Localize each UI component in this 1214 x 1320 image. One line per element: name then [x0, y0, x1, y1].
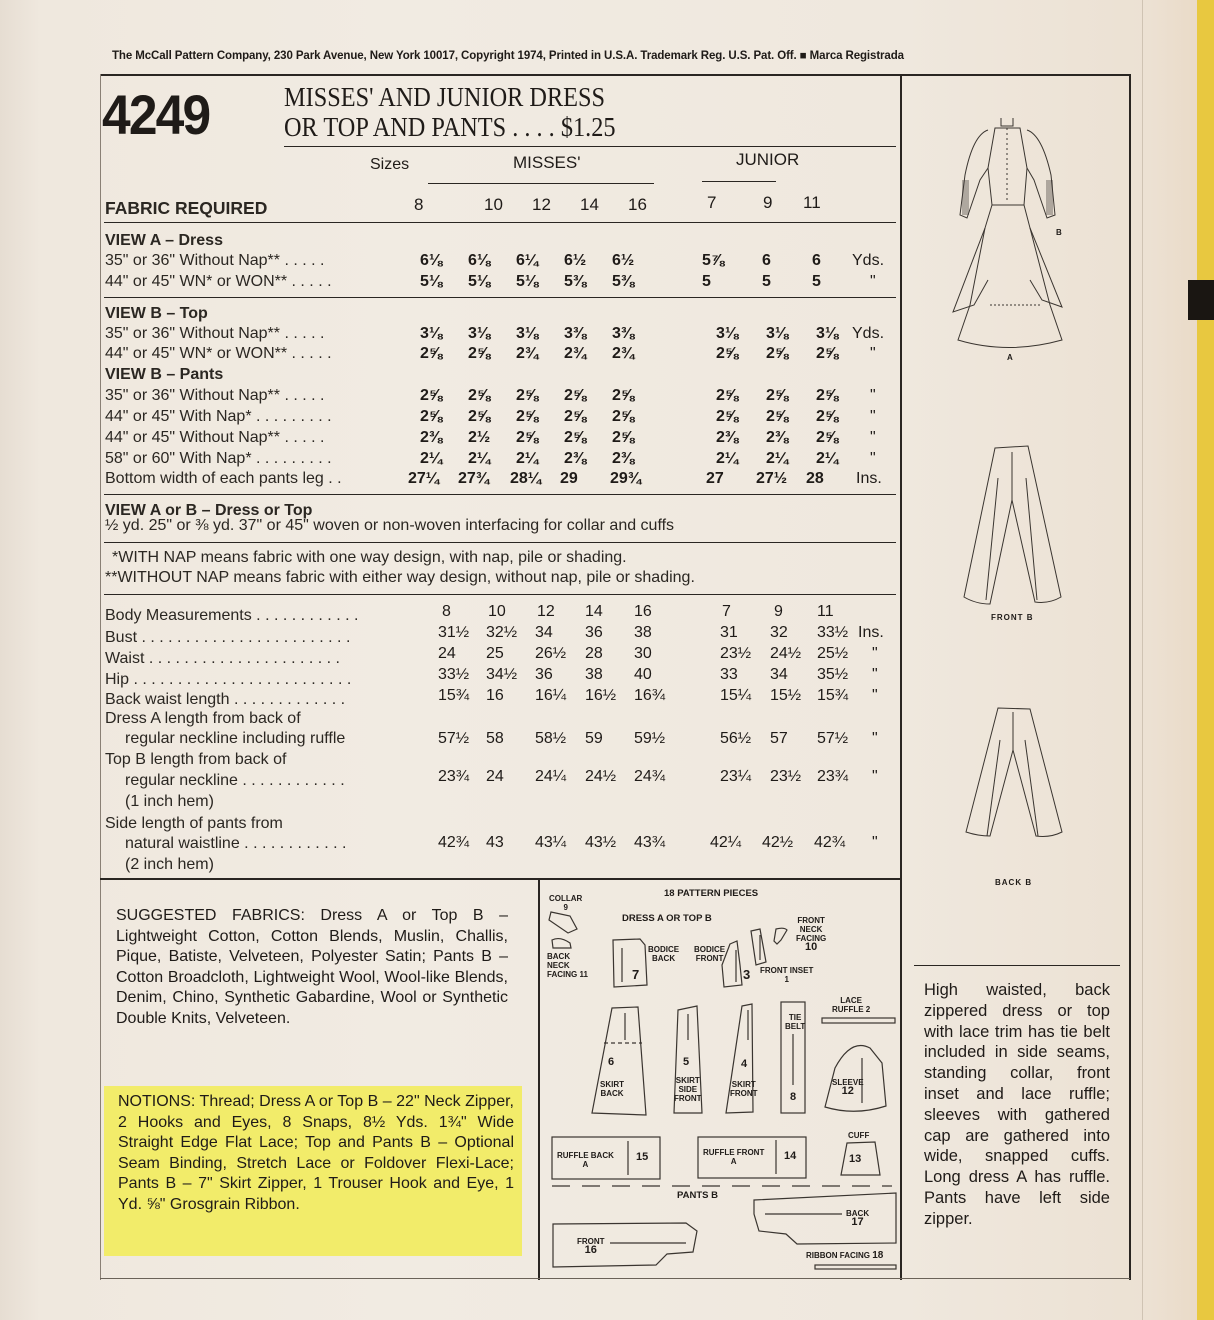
- cell: 2¼: [766, 450, 789, 467]
- cell: 6⅛: [468, 252, 491, 269]
- cell: 2¼: [468, 450, 491, 467]
- cell: 59: [585, 730, 603, 747]
- without-nap-note: **WITHOUT NAP means fabric with either way design, without nap, pile or shading.: [105, 569, 695, 586]
- row-label: Back waist length . . . . . . . . . . . . .: [105, 691, 346, 708]
- interfacing-text: ½ yd. 25" or ⅜ yd. 37" or 45" woven or non-woven interfacing for collar and cuffs: [105, 517, 675, 534]
- pattern-pieces-title: 18 PATTERN PIECES: [664, 888, 759, 899]
- size-col: 16: [628, 195, 647, 214]
- piece-label-cuff: CUFF: [848, 1131, 870, 1140]
- cell: 3⅜: [564, 325, 587, 342]
- pants-pieces-heading: PANTS B: [677, 1190, 718, 1201]
- row-label: Hip . . . . . . . . . . . . . . . . . . . . . . . . .: [105, 671, 352, 688]
- cell: 5: [762, 273, 771, 290]
- cell: 2⅝: [564, 408, 587, 425]
- unit: ": [872, 768, 878, 785]
- cell: 2⅝: [564, 429, 587, 446]
- unit: ": [872, 687, 878, 704]
- cell: 58½: [535, 730, 567, 747]
- unit: ": [870, 273, 876, 290]
- with-nap-note: *WITH NAP means fabric with one way design, with nap, pile or shading.: [112, 549, 627, 566]
- piece-number-5: 5: [683, 1056, 690, 1068]
- unit: ": [872, 834, 878, 851]
- piece-label-front-neck-facing: FRONT NECK FACING 10: [796, 916, 827, 953]
- cell: 15¼: [720, 687, 752, 704]
- row-label: Bottom width of each pants leg . .: [105, 470, 342, 487]
- cell: 57½: [817, 730, 849, 747]
- size-col: 9: [774, 603, 783, 620]
- piece-label-front-inset: FRONT INSET 1: [760, 966, 814, 984]
- unit: ": [870, 429, 876, 446]
- cell: 6: [762, 252, 771, 269]
- cell: 2⅝: [420, 345, 443, 362]
- cell: 2⅝: [716, 387, 739, 404]
- piece-number-15: 15: [636, 1151, 649, 1163]
- cell: 38: [634, 624, 652, 641]
- piece-number-8: 8: [790, 1091, 797, 1103]
- cell: 2⅝: [766, 345, 789, 362]
- fabric-required-label: FABRIC REQUIRED: [105, 198, 268, 218]
- cell: 6½: [564, 252, 587, 269]
- cell: 36: [535, 666, 553, 683]
- cell: 31½: [438, 624, 470, 641]
- unit: ": [872, 730, 878, 747]
- cell: 2⅝: [816, 429, 839, 446]
- unit: Ins.: [858, 624, 884, 641]
- cell: 32: [770, 624, 788, 641]
- cell: 5⅛: [468, 273, 491, 290]
- cell: 2⅝: [468, 345, 491, 362]
- cell: 3⅛: [468, 325, 491, 342]
- piece-number-7: 7: [632, 967, 640, 982]
- piece-label-pants-front: FRONT 16: [577, 1237, 605, 1256]
- cell: 16½: [585, 687, 617, 704]
- piece-number-4: 4: [741, 1058, 748, 1070]
- section-heading: VIEW B – Top: [105, 305, 208, 322]
- junior-label: JUNIOR: [736, 150, 800, 169]
- piece-number-13: 13: [849, 1153, 862, 1165]
- cell: 43: [486, 834, 504, 851]
- cell: 42½: [762, 834, 794, 851]
- cell: 33½: [817, 624, 849, 641]
- cell: 38: [585, 666, 603, 683]
- row-label: (2 inch hem): [125, 856, 214, 873]
- cell: 33: [720, 666, 738, 683]
- copyright-line: The McCall Pattern Company, 230 Park Avenue, New York 10017, Copyright 1974, Printed in U.S.A. Trademark Reg. U.S. Pat. Off. ■ Marca Registrada: [112, 50, 904, 62]
- cell: 2⅝: [420, 408, 443, 425]
- cell: 2⅝: [816, 408, 839, 425]
- size-col: 10: [484, 195, 503, 214]
- size-col: 8: [442, 603, 451, 620]
- cell: 27: [706, 470, 724, 487]
- size-col: 9: [763, 193, 773, 212]
- cell: 2⅝: [816, 345, 839, 362]
- size-col: 7: [722, 603, 731, 620]
- cell: 34½: [486, 666, 518, 683]
- cell: 56½: [720, 730, 752, 747]
- size-col: 8: [414, 195, 424, 214]
- cell: 24¾: [634, 768, 666, 785]
- row-label: 44" or 45" WN* or WON** . . . . .: [105, 273, 332, 290]
- cell: 29: [560, 470, 578, 487]
- row-label: 35" or 36" Without Nap** . . . . .: [105, 387, 325, 404]
- cell: 30: [634, 645, 652, 662]
- unit: ": [870, 387, 876, 404]
- piece-label-skirt-back: SKIRT BACK: [600, 1080, 624, 1098]
- cell: 42¾: [814, 834, 846, 851]
- piece-label-back-neck-facing: BACK NECK FACING 11: [547, 952, 588, 979]
- size-col: 12: [532, 195, 551, 214]
- cell: 24¼: [535, 768, 567, 785]
- cell: 23¾: [438, 768, 470, 785]
- cell: 3⅛: [716, 325, 739, 342]
- cell: 23½: [770, 768, 802, 785]
- cell: 2⅝: [816, 387, 839, 404]
- cell: 43¼: [535, 834, 567, 851]
- unit: Ins.: [856, 470, 882, 487]
- cell: 5⅜: [564, 273, 587, 290]
- cell: 42¾: [438, 834, 470, 851]
- cell: 6½: [612, 252, 635, 269]
- cell: 3⅛: [766, 325, 789, 342]
- cell: 5⅛: [516, 273, 539, 290]
- row-label: Body Measurements . . . . . . . . . . . .: [105, 607, 359, 624]
- cell: 16¾: [634, 687, 666, 704]
- cell: 28: [806, 470, 824, 487]
- piece-label-skirt-front: SKIRT FRONT: [730, 1080, 758, 1098]
- piece-label-lace-ruffle: LACE RUFFLE 2: [832, 996, 871, 1014]
- pants-back-caption: BACK B: [995, 878, 1033, 887]
- cell: 15¾: [817, 687, 849, 704]
- cell: 34: [535, 624, 553, 641]
- cell: 43¾: [634, 834, 666, 851]
- cell: 26½: [535, 645, 567, 662]
- cell: 2⅜: [420, 429, 443, 446]
- title-line-2: OR TOP AND PANTS . . . . $1.25: [284, 112, 616, 142]
- cell: 15¾: [438, 687, 470, 704]
- view-b-label: B: [1056, 228, 1062, 237]
- cell: 2½: [468, 429, 491, 446]
- row-label: 44" or 45" Without Nap** . . . . .: [105, 429, 325, 446]
- cell: 16: [486, 687, 504, 704]
- cell: 16¼: [535, 687, 567, 704]
- piece-label-skirt-side-front: SKIRT SIDE FRONT: [674, 1076, 702, 1103]
- cell: 2⅝: [420, 387, 443, 404]
- cell: 23¼: [720, 768, 752, 785]
- cell: 2⅝: [516, 429, 539, 446]
- cell: 2⅝: [516, 387, 539, 404]
- size-col: 11: [817, 603, 834, 620]
- row-label: 35" or 36" Without Nap** . . . . .: [105, 252, 325, 269]
- cell: 6: [812, 252, 821, 269]
- row-label: natural waistline . . . . . . . . . . . .: [125, 835, 347, 852]
- cell: 27½: [756, 470, 788, 487]
- cell: 28¼: [510, 470, 542, 487]
- dress-pieces-heading: DRESS A OR TOP B: [622, 913, 712, 924]
- row-label: Dress A length from back of: [105, 710, 301, 727]
- size-col: 12: [537, 603, 555, 620]
- cell: 24: [438, 645, 456, 662]
- cell: 2⅝: [766, 408, 789, 425]
- cell: 31: [720, 624, 738, 641]
- section-heading: VIEW B – Pants: [105, 366, 224, 383]
- cell: 2⅝: [468, 408, 491, 425]
- cell: 59½: [634, 730, 666, 747]
- cell: 24½: [585, 768, 617, 785]
- interfacing-heading: VIEW A or B – Dress or Top: [105, 502, 313, 519]
- unit: ": [872, 666, 878, 683]
- cell: 2⅝: [612, 387, 635, 404]
- row-label: Waist . . . . . . . . . . . . . . . . . . . . . .: [105, 650, 340, 667]
- cell: 57½: [438, 730, 470, 747]
- piece-label-ruffle-back: RUFFLE BACK A: [557, 1151, 614, 1169]
- cell: 3⅛: [516, 325, 539, 342]
- unit: ": [870, 345, 876, 362]
- cell: 2⅜: [612, 450, 635, 467]
- title-line-1: MISSES' AND JUNIOR DRESS: [284, 82, 606, 112]
- description-top-rule: [914, 965, 1120, 966]
- size-col: 14: [585, 603, 603, 620]
- cell: 42¼: [710, 834, 742, 851]
- cell: 2¾: [516, 345, 539, 362]
- cell: 5⅜: [612, 273, 635, 290]
- cell: 2⅜: [564, 450, 587, 467]
- garment-description: High waisted, back zippered dress or top with lace trim has tie belt included in side seams, standing collar, front inset and lace ruffle; sleeves with gathered cap are gathered into wide, snapped cuffs. Long dress A has ruffle. Pants have left side zipper.: [924, 981, 1110, 1228]
- cell: 58: [486, 730, 504, 747]
- cell: 2⅝: [766, 387, 789, 404]
- row-label: Top B length from back of: [105, 751, 287, 768]
- cell: 24: [486, 768, 504, 785]
- cell: 2⅝: [516, 408, 539, 425]
- pants-front-caption: FRONT B: [991, 613, 1034, 622]
- cell: 3⅛: [816, 325, 839, 342]
- section-heading: VIEW A – Dress: [105, 232, 223, 249]
- piece-number-3: 3: [743, 967, 751, 982]
- pattern-number: 4249: [102, 83, 210, 146]
- size-col: 7: [707, 193, 717, 212]
- unit: ": [870, 408, 876, 425]
- cell: 35½: [817, 666, 849, 683]
- cell: 43½: [585, 834, 617, 851]
- cell: 36: [585, 624, 603, 641]
- size-col: 16: [634, 603, 652, 620]
- row-label: regular neckline including ruffle: [125, 730, 346, 747]
- row-label: regular neckline . . . . . . . . . . . .: [125, 772, 345, 789]
- piece-label-bodice-front: BODICE FRONT: [694, 945, 726, 963]
- cell: 5: [702, 273, 711, 290]
- row-label: Bust . . . . . . . . . . . . . . . . . . . . . . . .: [105, 629, 351, 646]
- cell: 23¾: [817, 768, 849, 785]
- cell: 23½: [720, 645, 752, 662]
- cell: 5⅛: [420, 273, 443, 290]
- piece-label-ruffle-front: RUFFLE FRONT A: [703, 1148, 765, 1166]
- cell: 25½: [817, 645, 849, 662]
- row-label: 44" or 45" WN* or WON** . . . . .: [105, 345, 332, 362]
- cell: 28: [585, 645, 603, 662]
- piece-number-6: 6: [608, 1056, 615, 1068]
- view-a-label: A: [1007, 353, 1013, 362]
- cell: 27¾: [458, 470, 490, 487]
- cell: 25: [486, 645, 504, 662]
- cell: 57: [770, 730, 788, 747]
- cell: 33½: [438, 666, 470, 683]
- notions-text: NOTIONS: Thread; Dress A or Top B – 22" Neck Zipper, 2 Hooks and Eyes, 8 Snaps, 8½ Yds. 1¾" Wide Straight Edge Flat Lace; Top and Pants B – Optional Seam Binding, Stretch Lace or Foldover Flexi-Lace; Pants B – 7" Skirt Zipper, 1 Trouser Hook and Eye, 1 Yd. ⅝" Grosgrain Ribbon.: [118, 1093, 514, 1213]
- piece-label-pants-back: BACK 17: [846, 1209, 870, 1228]
- cell: 2¼: [816, 450, 839, 467]
- cell: 15½: [770, 687, 802, 704]
- unit: Yds.: [852, 325, 885, 342]
- piece-label-collar: COLLAR 9: [549, 894, 583, 912]
- cell: 2¼: [420, 450, 443, 467]
- cell: 2⅜: [716, 429, 739, 446]
- cell: 2⅝: [716, 408, 739, 425]
- row-label: 44" or 45" With Nap* . . . . . . . . .: [105, 408, 332, 425]
- cell: 2¾: [564, 345, 587, 362]
- row-label: 35" or 36" Without Nap** . . . . .: [105, 325, 325, 342]
- cell: 2¼: [716, 450, 739, 467]
- unit: ": [870, 450, 876, 467]
- cell: 2¾: [612, 345, 635, 362]
- row-label: 58" or 60" With Nap* . . . . . . . . .: [105, 450, 332, 467]
- piece-label-bodice-back: BODICE BACK: [648, 945, 680, 963]
- cell: 2⅝: [612, 408, 635, 425]
- cell: 34: [770, 666, 788, 683]
- cell: 32½: [486, 624, 518, 641]
- cell: 5⅞: [702, 252, 725, 269]
- bottom-rule: [100, 1278, 1130, 1279]
- piece-label-sleeve: SLEEVE 12: [832, 1078, 864, 1097]
- size-col: 11: [803, 193, 821, 212]
- row-label: Side length of pants from: [105, 815, 283, 832]
- size-col: 14: [580, 195, 599, 214]
- cell: 27¼: [408, 470, 440, 487]
- cell: 2⅜: [766, 429, 789, 446]
- cell: 2⅝: [468, 387, 491, 404]
- suggested-fabrics: SUGGESTED FABRICS: Dress A or Top B – Lightweight Cotton, Cotton Blends, Muslin, Challis, Pique, Batiste, Velveteen, Polyester Satin; Pants B – Cotton Broadcloth, Lightweight Wool, Wool-like Blends, Denim, Chino, Synthetic Gabardine, Wool or Synthetic Double Knits, Velveteen.: [116, 907, 508, 1027]
- piece-label-ribbon-facing: RIBBON FACING 18: [806, 1250, 884, 1261]
- cell: 24½: [770, 645, 802, 662]
- cell: 2⅝: [564, 387, 587, 404]
- unit: ": [872, 645, 878, 662]
- piece-number-14: 14: [784, 1150, 797, 1162]
- cell: 6⅛: [420, 252, 443, 269]
- cell: 6¼: [516, 252, 539, 269]
- cell: 3⅜: [612, 325, 635, 342]
- cell: 40: [634, 666, 652, 683]
- unit: Yds.: [852, 252, 885, 269]
- cell: 2⅝: [612, 429, 635, 446]
- piece-label-tie-belt: TIE BELT: [785, 1013, 806, 1031]
- size-col: 10: [488, 603, 506, 620]
- row-label: (1 inch hem): [125, 793, 214, 810]
- cell: 29¾: [610, 470, 642, 487]
- misses-label: MISSES': [513, 153, 581, 172]
- cell: 2¼: [516, 450, 539, 467]
- sizes-label: Sizes: [370, 156, 410, 173]
- cell: 5: [812, 273, 821, 290]
- cell: 3⅛: [420, 325, 443, 342]
- cell: 2⅝: [716, 345, 739, 362]
